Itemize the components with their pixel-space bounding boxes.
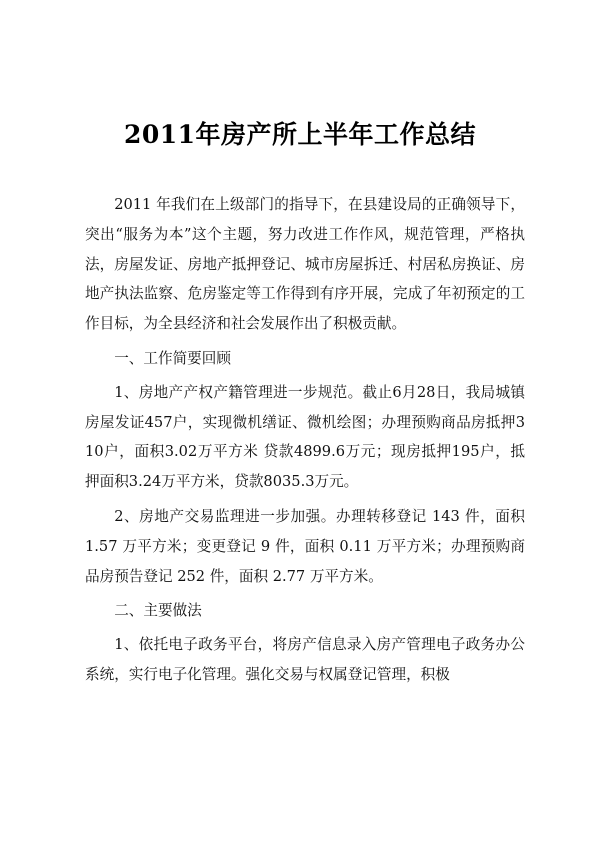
paragraph-egovernment: 1、依托电子政务平台，将房产信息录入房产管理电子政务办公系统，实行电子化管理。强化交易与权属登记管理，积极 [85, 636, 525, 683]
document-title: 2011年房产所上半年工作总结 [123, 120, 477, 149]
section-heading-review: 一、工作简要回顾 [114, 349, 231, 367]
document-body [85, 190, 525, 695]
paragraph-property-registration: 1、房地产产权产籍管理进一步规范。截止6月28日，我局城镇房屋发证457户，实现微机缮证、微机绘图；办理预购商品房抵押310户，面积3.02万平方米 贷款4899.6万元；现房抵押195户，抵押面积3.24万平方米，贷款8035.3万元。 [85, 383, 525, 491]
paragraph-transaction-supervision: 2、房地产交易监理进一步加强。办理转移登记 143 件，面积 1.57 万平方米；变更登记 9 件，面积 0.11 万平方米；办理预购商品房预告登记 252 件，面积 2.77 万平方米。 [85, 507, 525, 585]
section-heading-methods: 二、主要做法 [114, 602, 202, 620]
paragraph-intro: 2011 年我们在上级部门的指导下，在县建设局的正确领导下，突出“服务为本”这个主题，努力改进工作作风，规范管理，严格执法，房屋发证、房地产抵押登记、城市房屋拆迁、村居私房换证、房地产执法监察、危房鉴定等工作得到有序开展，完成了年初预定的工作目标，为全县经济和社会发展作出了积极贡献。 [85, 196, 525, 333]
